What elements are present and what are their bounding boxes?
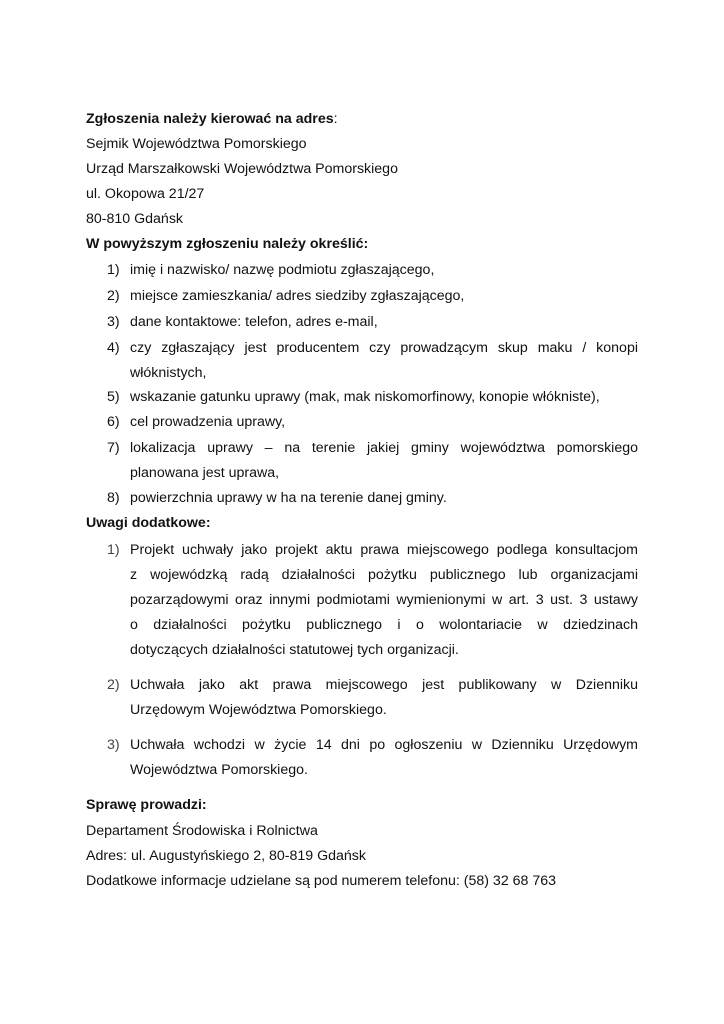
list-item-text: planowana jest uprawa,: [130, 465, 280, 481]
remark-number: 1): [107, 542, 120, 558]
contact-heading: Sprawę prowadzi:: [86, 797, 207, 813]
address-line: Urząd Marszałkowski Województwa Pomorskiego: [86, 161, 398, 177]
address-line: 80-810 Gdańsk: [86, 211, 184, 227]
list-item-text: lokalizacja uprawy – na terenie jakiej gminy województwa pomorskiego: [130, 440, 638, 456]
list-item: [130, 340, 638, 382]
remark-text: Województwa Pomorskiego.: [130, 762, 308, 778]
list-number: 7): [107, 440, 120, 456]
contact-line: Departament Środowiska i Rolnictwa: [86, 823, 318, 839]
list-item-text: cel prowadzenia uprawy,: [130, 414, 286, 430]
remark-text: Projekt uchwały jako projekt aktu prawa miejscowego podlega konsultacjom: [130, 542, 638, 558]
remark-text: z wojewódzką radą działalności pożytku publicznego lub organizacjami: [130, 567, 638, 583]
list-number: 5): [107, 389, 120, 405]
contact-line: Dodatkowe informacje udzielane są pod numerem telefonu: (58) 32 68 763: [86, 873, 557, 889]
remark-item: [130, 542, 638, 659]
list-number: 4): [107, 340, 120, 356]
remark-number: 2): [107, 677, 120, 693]
address-heading-line: [86, 111, 338, 128]
list-item-text: włóknistych,: [130, 365, 207, 381]
remark-text: o działalności pożytku publicznego i o wolontariacie w dziedzinach: [130, 617, 638, 633]
list-number: 6): [107, 414, 120, 430]
remark-text: Uchwała jako akt prawa miejscowego jest publikowany w Dzienniku: [130, 677, 638, 693]
list-item-text: czy zgłaszający jest producentem czy prowadzącym skup maku / konopi: [130, 340, 638, 356]
remark-text: Urzędowym Województwa Pomorskiego.: [130, 702, 387, 718]
list-item: [130, 314, 638, 331]
address-heading: Zgłoszenia należy kierować na adres: [86, 111, 334, 127]
contact-line: Adres: ul. Augustyńskiego 2, 80-819 Gdańsk: [86, 848, 366, 864]
remark-number: 3): [107, 737, 120, 753]
list-item: [130, 414, 638, 431]
list-item-text: imię i nazwisko/ nazwę podmiotu zgłaszającego,: [130, 262, 435, 278]
address-line: Sejmik Województwa Pomorskiego: [86, 136, 307, 152]
remark-text: pozarządowymi oraz innymi podmiotami wymienionymi w art. 3 ust. 3 ustawy: [130, 592, 638, 608]
list-item: [130, 262, 638, 279]
list-number: 8): [107, 490, 120, 506]
address-heading-colon: :: [333, 111, 338, 127]
list-number: 1): [107, 262, 120, 278]
list-number: 3): [107, 314, 120, 330]
specify-heading: W powyższym zgłoszeniu należy określić:: [86, 236, 369, 252]
address-line: ul. Okopowa 21/27: [86, 186, 205, 202]
remark-item: [130, 737, 638, 779]
list-item: [130, 490, 638, 507]
list-item: [130, 440, 638, 482]
list-item-text: powierzchnia uprawy w ha na terenie danej gminy.: [130, 490, 447, 506]
list-item: [130, 288, 638, 305]
remarks-heading: Uwagi dodatkowe:: [86, 515, 211, 531]
list-number: 2): [107, 288, 120, 304]
remark-item: [130, 677, 638, 719]
remark-text: Uchwała wchodzi w życie 14 dni po ogłoszeniu w Dzienniku Urzędowym: [130, 737, 638, 753]
list-item-text: miejsce zamieszkania/ adres siedziby zgłaszającego,: [130, 288, 465, 304]
list-item-text: dane kontaktowe: telefon, adres e-mail,: [130, 314, 378, 330]
list-item-text: wskazanie gatunku uprawy (mak, mak niskomorfinowy, konopie włókniste),: [130, 389, 600, 405]
list-item: [130, 389, 638, 406]
remark-text: dotyczących działalności statutowej tych organizacji.: [130, 642, 459, 658]
